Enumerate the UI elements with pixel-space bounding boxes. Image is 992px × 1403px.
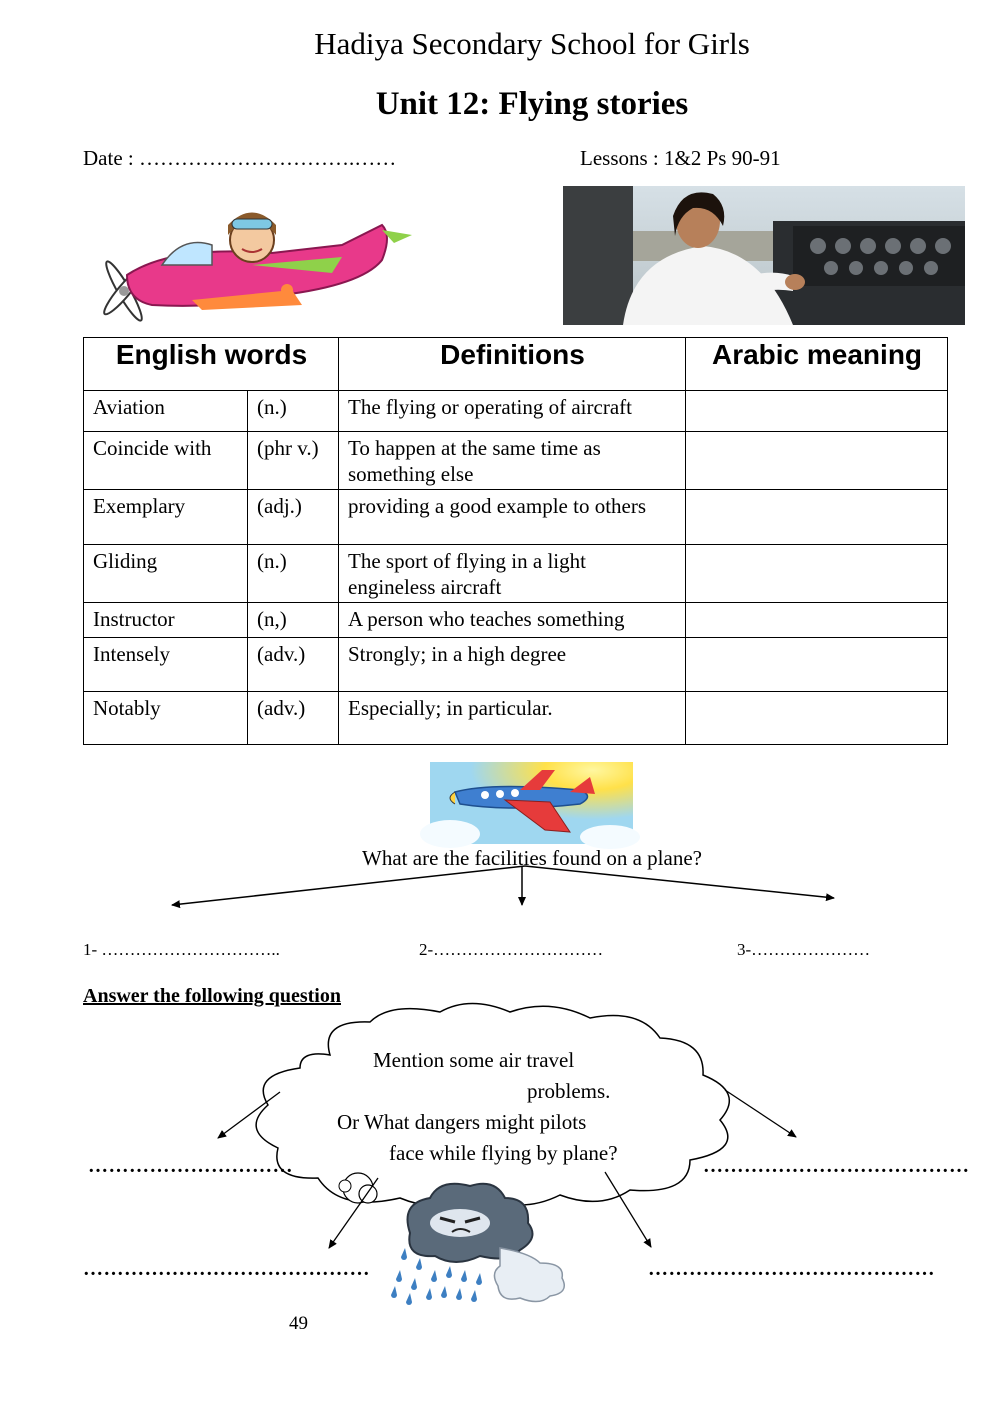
definition-cell: The sport of flying in a light engineless aircraft	[339, 545, 686, 603]
header-definitions: Definitions	[339, 338, 686, 391]
section-heading: Answer the following question	[83, 985, 341, 1007]
cloud-line-3: Or What dangers might pilots	[337, 1110, 587, 1134]
facility-answer-1[interactable]: 1- …………………………..	[83, 940, 280, 959]
answer-line-top-right[interactable]: …………………………………	[703, 1155, 970, 1177]
pos-cell: (adv.)	[248, 692, 339, 745]
definition-cell: A person who teaches something	[339, 603, 686, 638]
definition-cell: To happen at the same time as something else	[339, 432, 686, 490]
answer-line-bottom-right[interactable]: ……………………………………	[648, 1258, 935, 1280]
word-cell: Notably	[84, 692, 248, 745]
lessons-label: Lessons : 1&2 Ps 90-91	[580, 146, 781, 170]
word-cell: Coincide with	[84, 432, 248, 490]
word-cell: Aviation	[84, 391, 248, 432]
page-number: 49	[289, 1313, 308, 1334]
word-cell: Instructor	[84, 603, 248, 638]
word-cell: Gliding	[84, 545, 248, 603]
answer-line-bottom-left[interactable]: ……………………………………	[83, 1258, 370, 1280]
arrow-top-right	[725, 1090, 796, 1137]
word-cell: Exemplary	[84, 490, 248, 545]
cloud-line-4: face while flying by plane?	[389, 1141, 618, 1165]
definition-cell: Especially; in particular.	[339, 692, 686, 745]
cloud-line-2: problems.	[527, 1079, 611, 1103]
header-arabic-meaning: Arabic meaning	[686, 338, 948, 391]
date-line: Date : ………………………….……	[83, 146, 397, 170]
definition-cell: Strongly; in a high degree	[339, 638, 686, 692]
pos-cell: (adv.)	[248, 638, 339, 692]
pos-cell: (n,)	[248, 603, 339, 638]
pos-cell: (n.)	[248, 545, 339, 603]
word-cell: Intensely	[84, 638, 248, 692]
answer-line-top-left[interactable]: …………………………	[88, 1155, 293, 1177]
storm-cloud-image	[380, 1178, 570, 1308]
unit-title: Unit 12: Flying stories	[375, 86, 689, 122]
definition-cell: providing a good example to others	[339, 490, 686, 545]
facilities-question: What are the facilities found on a plane?	[362, 846, 702, 870]
header-english-words: English words	[84, 338, 339, 391]
definition-cell: The flying or operating of aircraft	[339, 391, 686, 432]
facility-answer-3[interactable]: 3-…………………	[737, 940, 871, 959]
facility-answer-2[interactable]: 2-…………………………	[419, 940, 604, 959]
cloud-line-1: Mention some air travel	[373, 1048, 575, 1072]
pos-cell: (phr v.)	[248, 432, 339, 490]
school-name: Hadiya Secondary School for Girls	[314, 26, 750, 61]
pos-cell: (n.)	[248, 391, 339, 432]
pos-cell: (adj.)	[248, 490, 339, 545]
